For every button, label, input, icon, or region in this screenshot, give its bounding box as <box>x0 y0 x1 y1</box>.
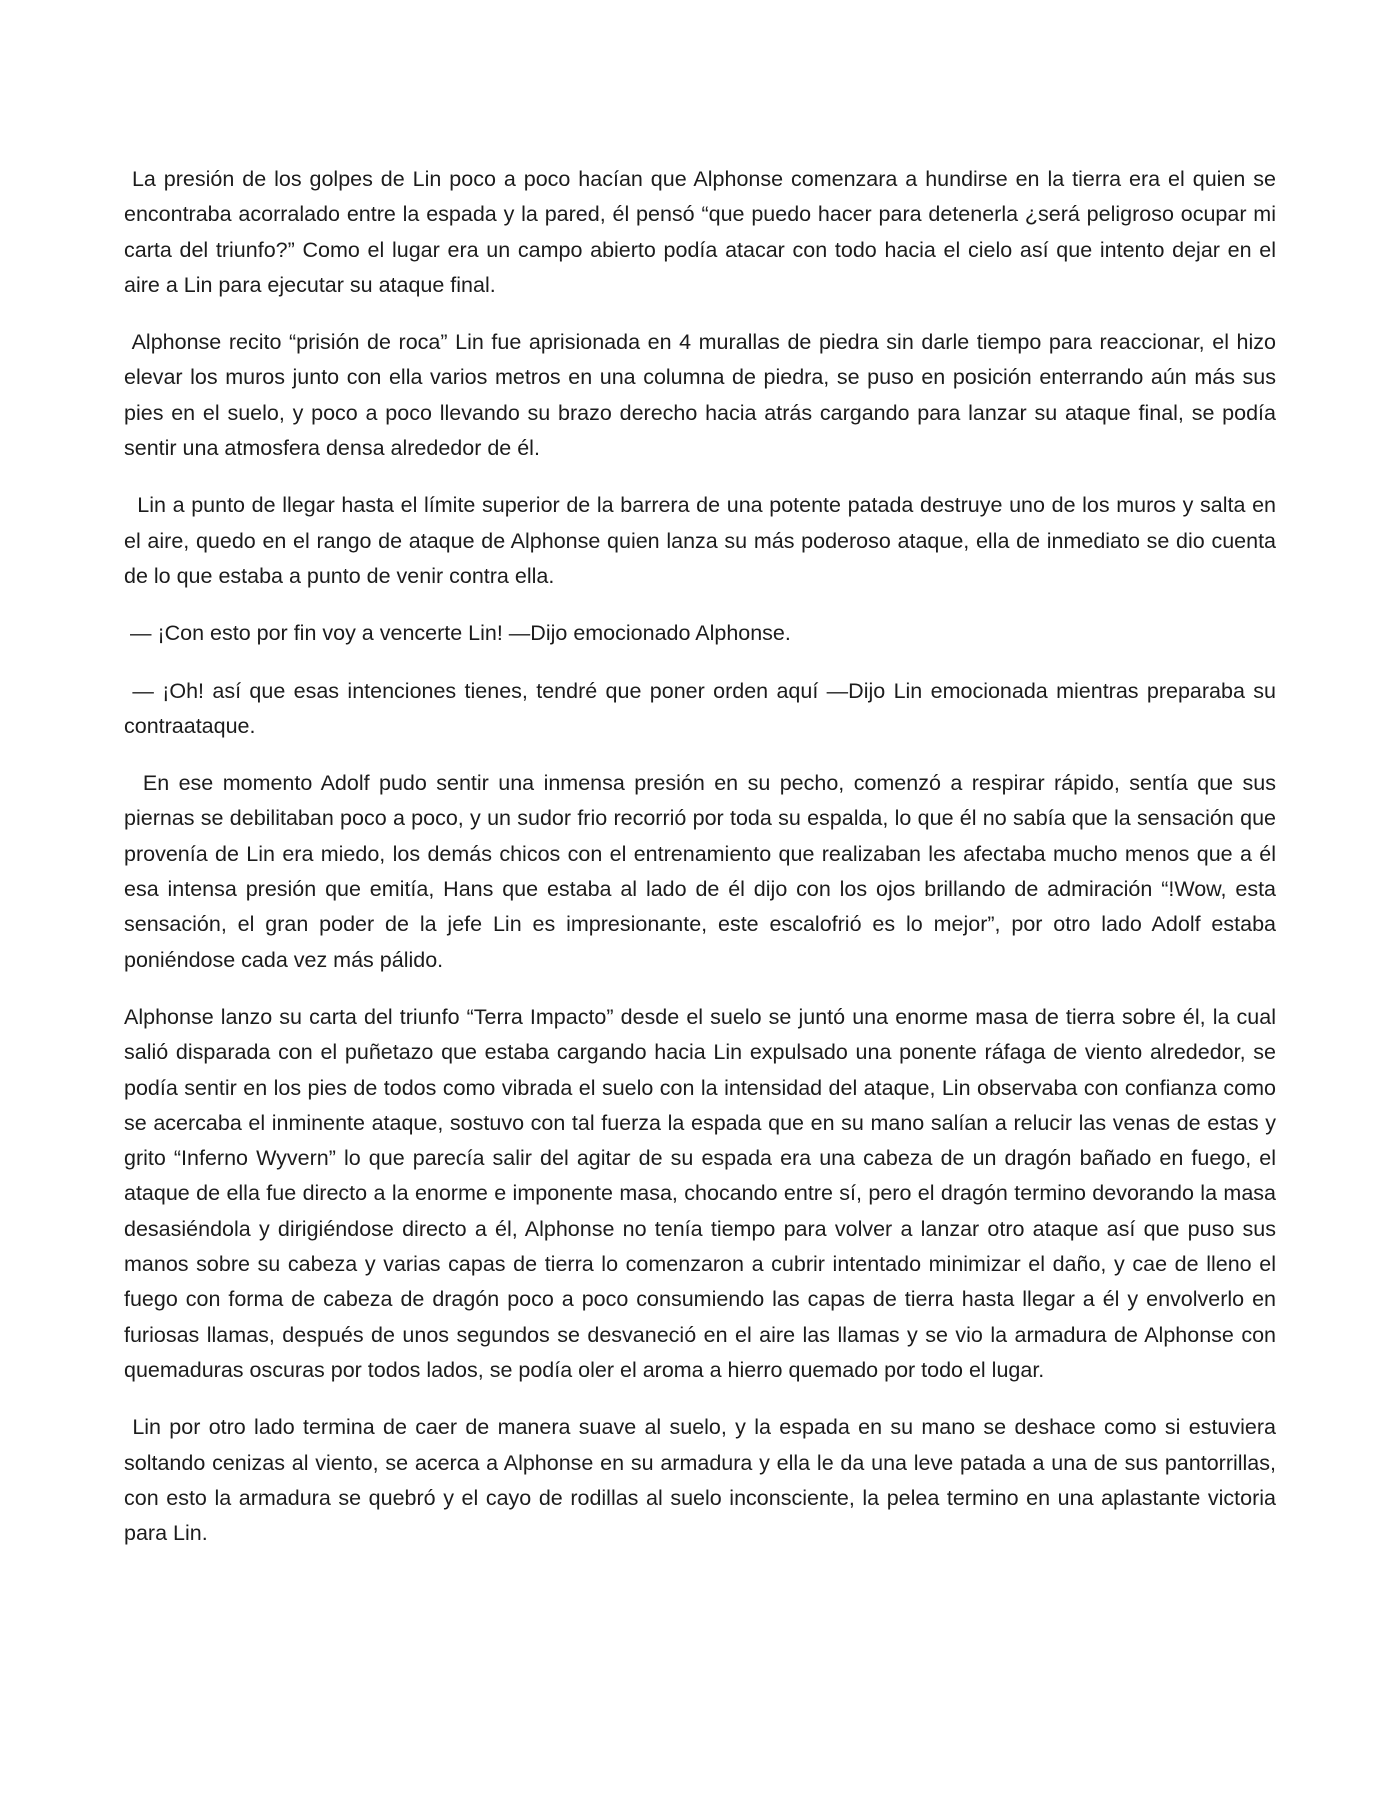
dialogue-paragraph: — ¡Oh! así que esas intenciones tienes, tendré que poner orden aquí —Dijo Lin emocionada mientras preparaba su contraataque. <box>124 678 1282 738</box>
document-page <box>124 162 1288 1573</box>
dialogue-paragraph: — ¡Con esto por fin voy a vencerte Lin! —Dijo emocionado Alphonse. <box>124 621 791 646</box>
paragraph: La presión de los golpes de Lin poco a poco hacían que Alphonse comenzara a hundirse en la tierra era el quien se encontraba acorralado entre la espada y la pared, él pensó “que puedo hacer para detenerla ¿será peligroso ocupar mi carta del triunfo?” Como el lugar era un campo abierto podía atacar con todo hacia el cielo así que intento dejar en el aire a Lin para ejecutar su ataque final. <box>124 167 1282 297</box>
paragraph: Alphonse recito “prisión de roca” Lin fue aprisionada en 4 murallas de piedra sin darle tiempo para reaccionar, el hizo elevar los muros junto con ella varios metros en una columna de piedra, se puso en posición enterrando aún más sus pies en el suelo, y poco a poco llevando su brazo derecho hacia atrás cargando para lanzar su ataque final, se podía sentir una atmosfera densa alrededor de él. <box>124 330 1282 461</box>
paragraph: En ese momento Adolf pudo sentir una inmensa presión en su pecho, comenzó a respirar rápido, sentía que sus piernas se debilitaban poco a poco, y un sudor frio recorrió por toda su espalda, lo que él no sabía que la sensación que provenía de Lin era miedo, los demás chicos con el entrenamiento que realizaban les afectaba mucho menos que a él esa intensa presión que emitía, Hans que estaba al lado de él dijo con los ojos brillando de admiración “!Wow, esta sensación, el gran poder de la jefe Lin es impresionante, este escalofrió es lo mejor”, por otro lado Adolf estaba poniéndose cada vez más pálido. <box>124 771 1282 972</box>
paragraph: Alphonse lanzo su carta del triunfo “Terra Impacto” desde el suelo se juntó una enorme masa de tierra sobre él, la cual salió disparada con el puñetazo que estaba cargando hacia Lin expulsado una ponente ráfaga de viento alrededor, se podía sentir en los pies de todos como vibrada el suelo con la intensidad del ataque, Lin observaba con confianza como se acercaba el inminente ataque, sostuvo con tal fuerza la espada que en su mano salían a relucir las venas de estas y grito “Inferno Wyvern” lo que parecía salir del agitar de su espada era una cabeza de un dragón bañado en fuego, el ataque de ella fue directo a la enorme e imponente masa, chocando entre sí, pero el dragón termino devorando la masa desasiéndola y dirigiéndose directo a él, Alphonse no tenía tiempo para volver a lanzar otro ataque así que puso sus manos sobre su cabeza y varias capas de tierra lo comenzaron a cubrir intentado minimizar el daño, y cae de lleno el fuego con forma de cabeza de dragón poco a poco consumiendo las capas de tierra hasta llegar a él y envolverlo en furiosas llamas, después de unos segundos se desvaneció en el aire las llamas y se vio la armadura de Alphonse con quemaduras oscuras por todos lados, se podía oler el aroma a hierro quemado por todo el lugar. <box>124 1004 1288 1382</box>
paragraph: Lin a punto de llegar hasta el límite superior de la barrera de una potente patada destruye uno de los muros y salta en el aire, quedo en el rango de ataque de Alphonse quien lanza su más poderoso ataque, ella de inmediato se dio cuenta de lo que estaba a punto de venir contra ella. <box>124 493 1282 588</box>
paragraph: Lin por otro lado termina de caer de manera suave al suelo, y la espada en su mano se deshace como si estuviera soltando cenizas al viento, se acerca a Alphonse en su armadura y ella le da una leve patada a una de sus pantorrillas, con esto la armadura se quebró y el cayo de rodillas al suelo inconsciente, la pelea termino en una aplastante victoria para Lin. <box>124 1415 1282 1546</box>
